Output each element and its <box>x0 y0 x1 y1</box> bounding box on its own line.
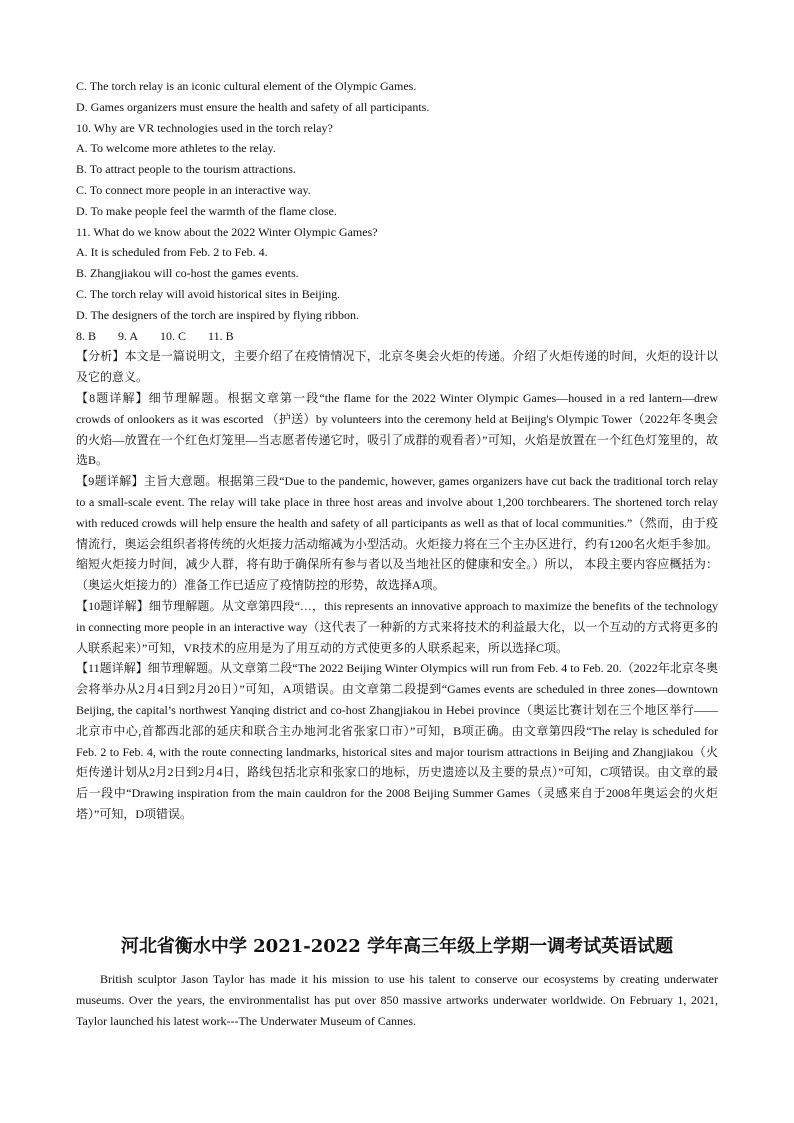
option-10-c: C. To connect more people in an interactive way. <box>76 182 311 197</box>
analysis-q11: 【11题详解】细节理解题。从文章第二段“The 2022 Beijing Winter Olympics will run from Feb. 4 to Feb. 20.（2022年北京冬奥会将举办从2月4日到2月20日）”可知，A项错误。由文章第二段提到“Games events are scheduled in three zones—downtown Beijing, the capital’s northwest Yanqing district and co-host Zhangjiakou in Hebei province（奥运比赛计划在三个地区举行——北京市中心,首都西北部的延庆和联合主办地河北省张家口市）”可知，B项正确。由文章第四段“The relay is scheduled for Feb. 2 to Feb. 4, with the route connecting landmarks, historical sites and major tourism attractions in Beijing and Zhangjiakou（火炬传递计划从2月2日到2月4日，路线包括北京和张家口的地标，历史遗迹以及主要的景点）”可知，C项错误。由文章的最后一段中“Drawing inspiration from the main cauldron for the 2008 Beijing Summer Games（灵感来自于2008年奥运会的火炬塔）”可知，D项错误。 <box>76 661 718 821</box>
answer-9: 9. A <box>118 328 139 343</box>
question-11: 11. What do we know about the 2022 Winter Olympic Games? <box>76 224 378 239</box>
analysis-q10: 【10题详解】细节理解题。从文章第四段“…，this represents an innovative approach to maximize the benefits of the technology in connecting more people in an interactive way（这代表了一种新的方式来将技术的利益最大化，以一个互动的方式将更多的人联系起来）”可知，VR技术的应用是为了用互动的方式使更多的人联系起来，所以选择C项。 <box>76 598 718 655</box>
analysis-overview: 【分析】本文是一篇说明文，主要介绍了在疫情情况下，北京冬奥会火炬的传递。介绍了火炬传递的时间，火炬的设计以及它的意义。 <box>76 349 718 385</box>
question-10: 10. Why are VR technologies used in the torch relay? <box>76 120 333 135</box>
analysis-q8: 【8题详解】细节理解题。根据文章第一段“the flame for the 2022 Winter Olympic Games—housed in a red lantern—drew crowds of onlookers as it was escorted （护送）by volunteers into the ceremony held at Beijing's Olympic Tower（2022年冬奥会的火焰—放置在一个红色灯笼里—当志愿者传递它时，吸引了成群的观看者）”可知，火焰是放置在一个红色灯笼里的，故选B。 <box>76 390 718 468</box>
option-10-b: B. To attract people to the tourism attractions. <box>76 162 296 177</box>
document-page <box>76 76 718 1028</box>
option-10-d: D. To make people feel the warmth of the flame close. <box>76 203 337 218</box>
answer-key <box>76 326 718 347</box>
option-9-c: C. The torch relay is an iconic cultural element of the Olympic Games. <box>76 79 417 93</box>
answer-8: 8. B <box>76 328 97 343</box>
answer-11: 11. B <box>208 328 234 343</box>
option-11-d: D. The designers of the torch are inspired by flying ribbon. <box>76 307 360 322</box>
passage-intro <box>76 969 718 1031</box>
option-11-b: B. Zhangjiakou will co-host the games events. <box>76 266 299 281</box>
answer-10: 10. C <box>160 328 187 343</box>
section-title: 河北省衡水中学 2021-2022 学年高三年级上学期一调考试英语试题 <box>120 936 674 957</box>
option-9-d: D. Games organizers must ensure the health and safety of all participants. <box>76 99 430 114</box>
option-11-c: C. The torch relay will avoid historical sites in Beijing. <box>76 286 341 301</box>
option-11-a: A. It is scheduled from Feb. 2 to Feb. 4. <box>76 245 268 260</box>
option-10-a: A. To welcome more athletes to the relay. <box>76 141 276 156</box>
passage-paragraph: British sculptor Jason Taylor has made it his mission to use his talent to conserve our ecosystems by creating underwater museums. Over the years, the environmentalist has put over 850 massive artworks underwater worldwide. On February 1, 2021, Taylor launched his latest work---The Underwater Museum of Cannes. <box>76 972 718 1028</box>
analysis-q9: 【9题详解】主旨大意题。根据第三段“Due to the pandemic, however, games organizers have cut back the traditional torch relay to a small-scale event. The relay will take place in three host areas and involve about 1,200 torchbearers. The shortened torch relay with reduced crowds will help ensure the health and safety of all participants as well as that of local communities.”（然而，由于疫情流行，奥运会组织者将传统的火炬接力活动缩减为小型活动。火炬接力将在三个主办区进行，约有1200名火炬手参加。缩短火炬接力时间，减少人群，将有助于确保所有参与者以及当地社区的健康和安全。）所以， 本段主要内容应概括为：（奥运火炬接力的）准备工作已适应了疫情防控的形势，故选择A项。 <box>76 474 718 593</box>
